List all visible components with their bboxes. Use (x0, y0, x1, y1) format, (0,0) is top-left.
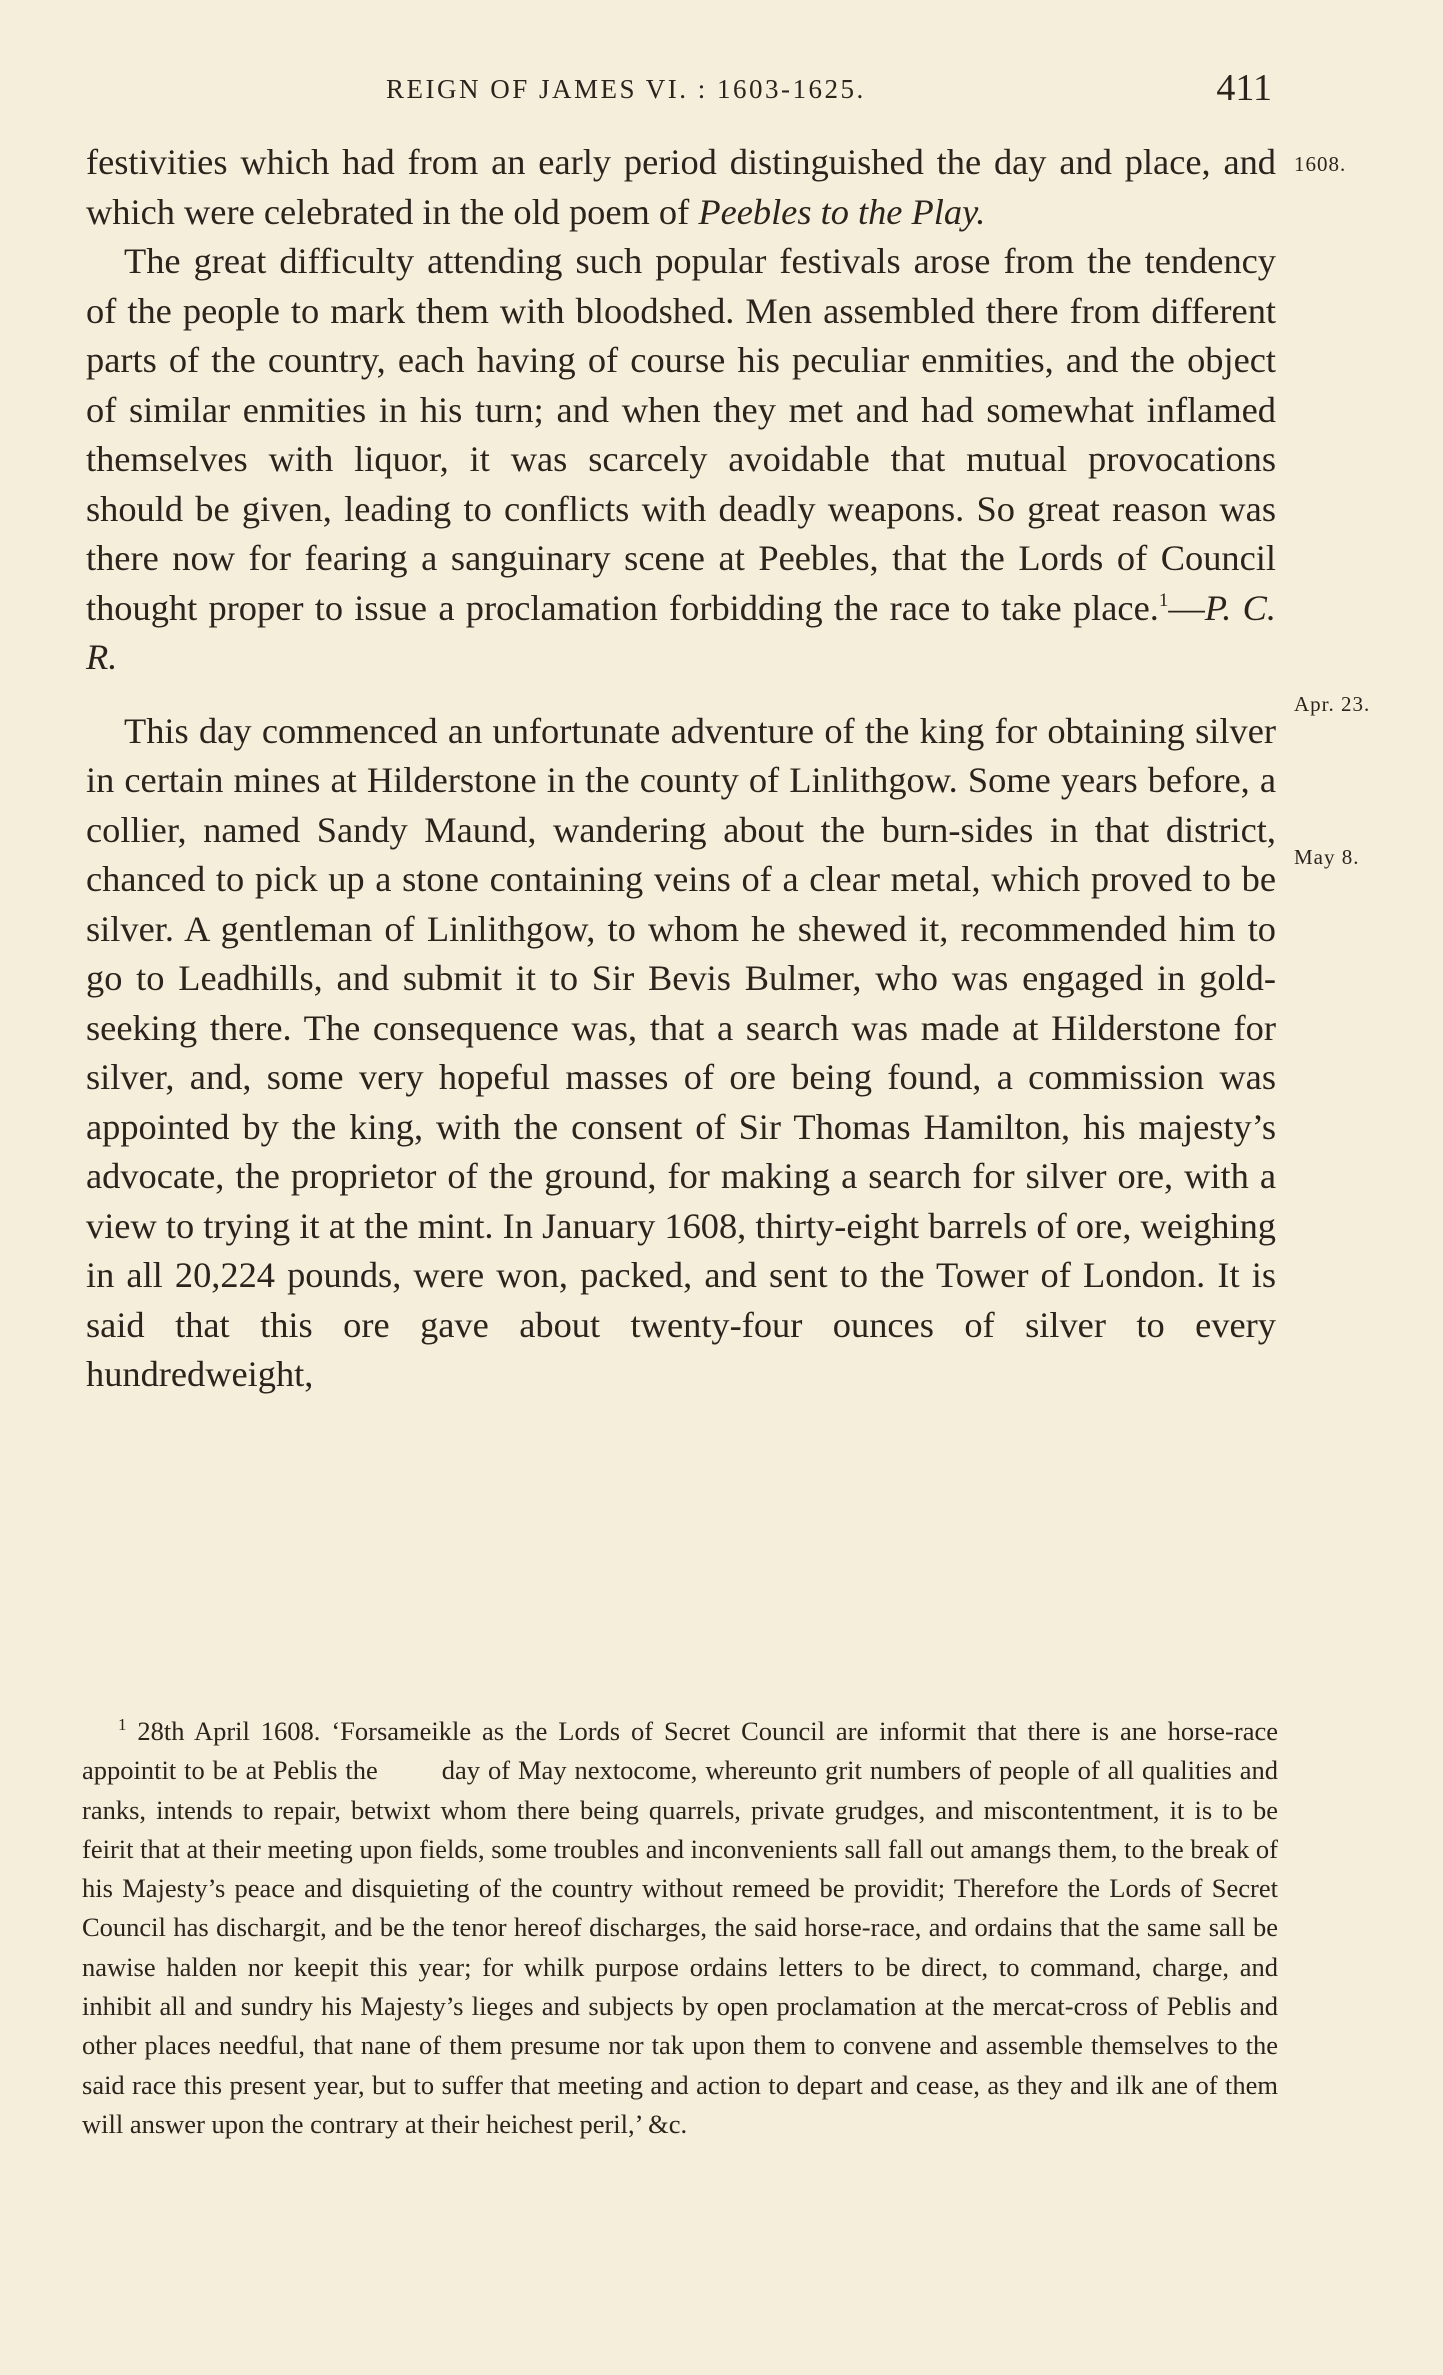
running-head: REIGN OF JAMES VI. : 1603-1625. (386, 74, 866, 104)
source-citation: P. C. R. (86, 587, 1276, 677)
page-number: 411 (1216, 67, 1272, 109)
paragraph-1 (86, 138, 1276, 237)
footnote-text-a: 28th April 1608. ‘Forsameikle as the Lords of Secret Council are informit that there is ane horse-race appointit to be at Peblis the (82, 1716, 1278, 1786)
footnote-paragraph (82, 1705, 1278, 2144)
paragraph-3-text: This day commenced an unfortunate adventure of the king for obtaining silver in certain mines at Hilderstone in the county of Linlithgow. Some years before, a collier, named Sandy Maund, wandering about the burn-sides in that district, chanced to pick up a stone containing veins of a clear metal, which proved to be silver. A gentleman of Linlithgow, to whom he shewed it, recommended him to go to Leadhills, and submit it to Sir Bevis Bulmer, who was engaged in gold-seeking there. The consequence was, that a search was made at Hilderstone for silver, and, some very hopeful masses of ore being found, a commission was appointed by the king, with the consent of Sir Thomas Hamilton, his majesty’s advocate, the proprietor of the ground, for making a search for silver ore, with a view to trying it at the mint. In January 1608, thirty-eight barrels of ore, weighing in all 20,224 pounds, were won, packed, and sent to the Tower of London. It is said that this ore gave about twenty-four ounces of silver to every hundredweight, (86, 710, 1276, 1394)
footnote-text-b: day of May nextocome, whereunto grit numbers of people of all qualities and ranks, intends to repair, betwixt whom there being quarrels, private grudges, and miscontentment, it is to be feirit that at their meeting upon fields, some troubles and inconvenients sall fall out amangs them, to the break of his Majesty’s peace and disquieting of the country without remeed be providit; Therefore the Lords of Secret Council has dischargit, and be the tenor hereof discharges, the said horse-race, and ordains that the same sall be nawise halden nor keepit this year; for whilk purpose ordains letters to be direct, to command, charge, and inhibit all and sundry his Majesty’s lieges and subjects by open proclamation at the mercat-cross of Peblis and other places needful, that nane of them presume nor tak upon them to convene and assemble themselves to the said race this present year, but to suffer that meeting and action to depart and cease, as they and ilk ane of them will answer upon the contrary at their heichest peril,’ &c. (82, 1755, 1279, 2139)
margin-note-may: May 8. (1294, 845, 1360, 869)
margin-note-apr: Apr. 23. (1294, 692, 1371, 716)
dash: — (1168, 587, 1205, 628)
main-text (86, 138, 1276, 1400)
margin-note-year: 1608. (1294, 152, 1347, 176)
paragraph-1-text: festivities which had from an early period distinguished the day and place, and which were celebrated in the old poem of (86, 142, 1276, 232)
poem-title: Peebles to the Play. (698, 191, 986, 232)
footnote-mark: 1 (118, 1715, 127, 1734)
footnote (82, 1705, 1278, 2144)
paragraph-3 (86, 707, 1276, 1400)
page-header (86, 64, 1276, 128)
paragraph-2-text: The great difficulty attending such popular festivals arose from the tendency of the people to mark them with bloodshed. Men assembled there from different parts of the country, each having of course his peculiar enmities, and the object of similar enmities in his turn; and when they met and had somewhat inflamed themselves with liquor, it was scarcely avoidable that mutual provocations should be given, leading to conflicts with deadly weapons. So great reason was there now for fearing a sanguinary scene at Peebles, that the Lords of Council thought proper to issue a proclamation forbidding the race to take place. (86, 241, 1276, 628)
footnote-reference: 1 (1158, 589, 1169, 611)
paragraph-2 (86, 237, 1276, 683)
